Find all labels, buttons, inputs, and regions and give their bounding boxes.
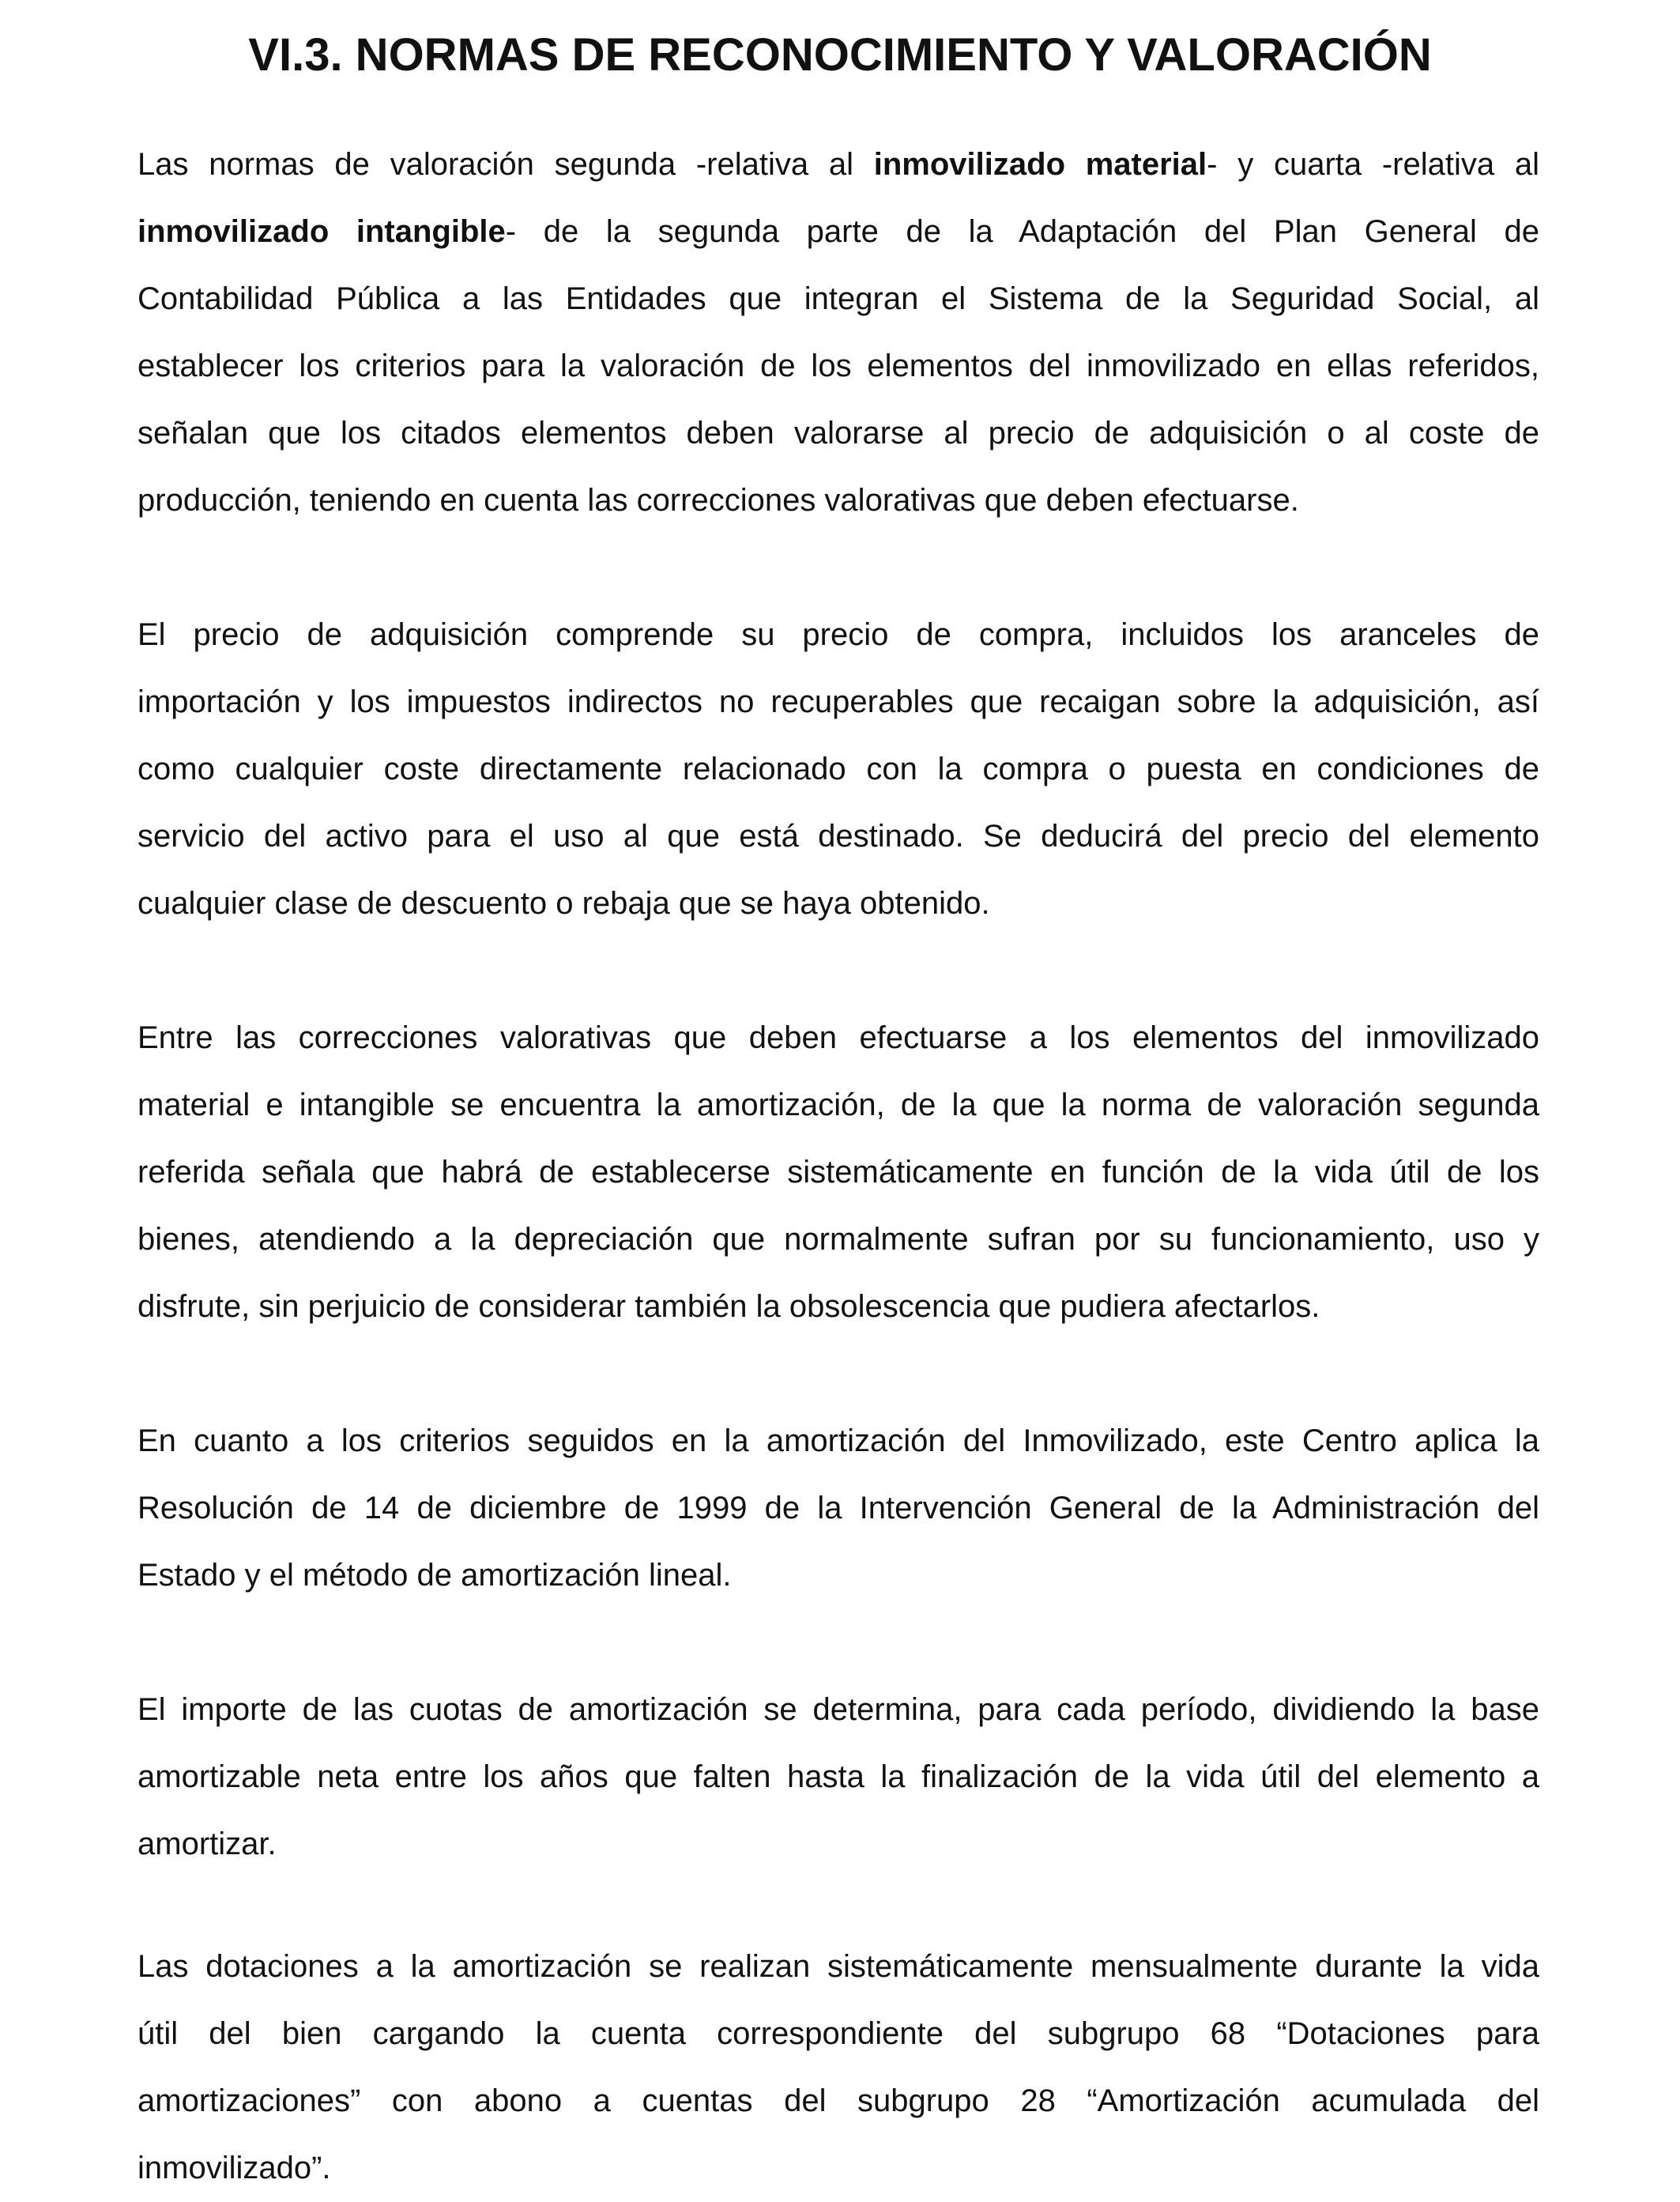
- text-line: Contabilidad Pública a las Entidades que integran el Sistema de la Seguridad Social, al: [137, 281, 1539, 316]
- page-title: VI.3. NORMAS DE RECONOCIMIENTO Y VALORACIÓN: [248, 29, 1432, 81]
- text-line: El precio de adquisición comprende su precio de compra, incluidos los aranceles de: [137, 617, 1539, 652]
- paragraph-valuation-norms: [137, 131, 1539, 534]
- document-body: [137, 131, 1539, 2202]
- text-line: señalan que los citados elementos deben valorarse al precio de adquisición o al coste de: [137, 416, 1539, 451]
- text-line: disfrute, sin perjuicio de considerar también la obsolescencia que pudiera afectarlos.: [137, 1289, 1320, 1324]
- text-line: como cualquier coste directamente relacionado con la compra o puesta en condiciones de: [137, 752, 1539, 786]
- text-line: material e intangible se encuentra la amortización, de la que la norma de valoración segunda: [137, 1088, 1539, 1122]
- paragraph-amortization-corrections: [137, 1005, 1539, 1340]
- text-line: Estado y el método de amortización lineal.: [137, 1558, 732, 1593]
- text-run: Las normas de valoración segunda -relativa al: [137, 147, 874, 182]
- text-line: amortizaciones” con abono a cuentas del subgrupo 28 “Amortización acumulada del: [137, 2083, 1539, 2118]
- text-line: amortizar.: [137, 1827, 277, 1861]
- text-line: El importe de las cuotas de amortización se determina, para cada período, dividiendo la base: [137, 1692, 1539, 1727]
- text-line: útil del bien cargando la cuenta correspondiente del subgrupo 68 “Dotaciones para: [137, 2016, 1539, 2051]
- text-line: Resolución de 14 de diciembre de 1999 de la Intervención General de la Administración del: [137, 1491, 1539, 1525]
- text-line: [137, 198, 1539, 266]
- text-run: - y cuarta -relativa al: [1207, 147, 1540, 182]
- paragraph-spacer: [137, 1609, 1539, 1676]
- bold-term-inmovilizado-material: inmovilizado material: [873, 147, 1207, 182]
- text-line: Entre las correcciones valorativas que deben efectuarse a los elementos del inmovilizado: [137, 1020, 1539, 1055]
- text-line: bienes, atendiendo a la depreciación que normalmente sufran por su funcionamiento, uso y: [137, 1222, 1539, 1257]
- bold-term-inmovilizado-intangible: inmovilizado intangible: [137, 214, 506, 249]
- text-line: producción, teniendo en cuenta las correcciones valorativas que deben efectuarse.: [137, 483, 1299, 518]
- paragraph-spacer: [137, 937, 1539, 1005]
- paragraph-amortization-quotas: [137, 1676, 1539, 1878]
- paragraph-amortization-criteria: [137, 1408, 1539, 1609]
- text-line: referida señala que habrá de establecerse sistemáticamente en función de la vida útil de los: [137, 1155, 1539, 1190]
- paragraph-acquisition-price: [137, 601, 1539, 937]
- paragraph-amortization-allocations: [137, 1933, 1539, 2202]
- text-line: Las dotaciones a la amortización se realizan sistemáticamente mensualmente durante la vida: [137, 1949, 1539, 1984]
- text-line: amortizable neta entre los años que falten hasta la finalización de la vida útil del elemento a: [137, 1759, 1539, 1794]
- paragraph-spacer: [137, 1340, 1539, 1408]
- text-line: cualquier clase de descuento o rebaja que se haya obtenido.: [137, 886, 990, 921]
- text-line: [137, 131, 1539, 198]
- text-line: importación y los impuestos indirectos no recuperables que recaigan sobre la adquisición, así: [137, 684, 1539, 719]
- paragraph-spacer: [137, 1878, 1539, 1933]
- text-line: establecer los criterios para la valoración de los elementos del inmovilizado en ellas referidos,: [137, 349, 1539, 383]
- paragraph-spacer: [137, 534, 1539, 601]
- text-run: - de la segunda parte de la Adaptación del Plan General de: [505, 214, 1539, 249]
- text-line: inmovilizado”.: [137, 2151, 331, 2185]
- text-line: En cuanto a los criterios seguidos en la amortización del Inmovilizado, este Centro aplica la: [137, 1423, 1539, 1458]
- text-line: servicio del activo para el uso al que está destinado. Se deducirá del precio del elemento: [137, 819, 1539, 854]
